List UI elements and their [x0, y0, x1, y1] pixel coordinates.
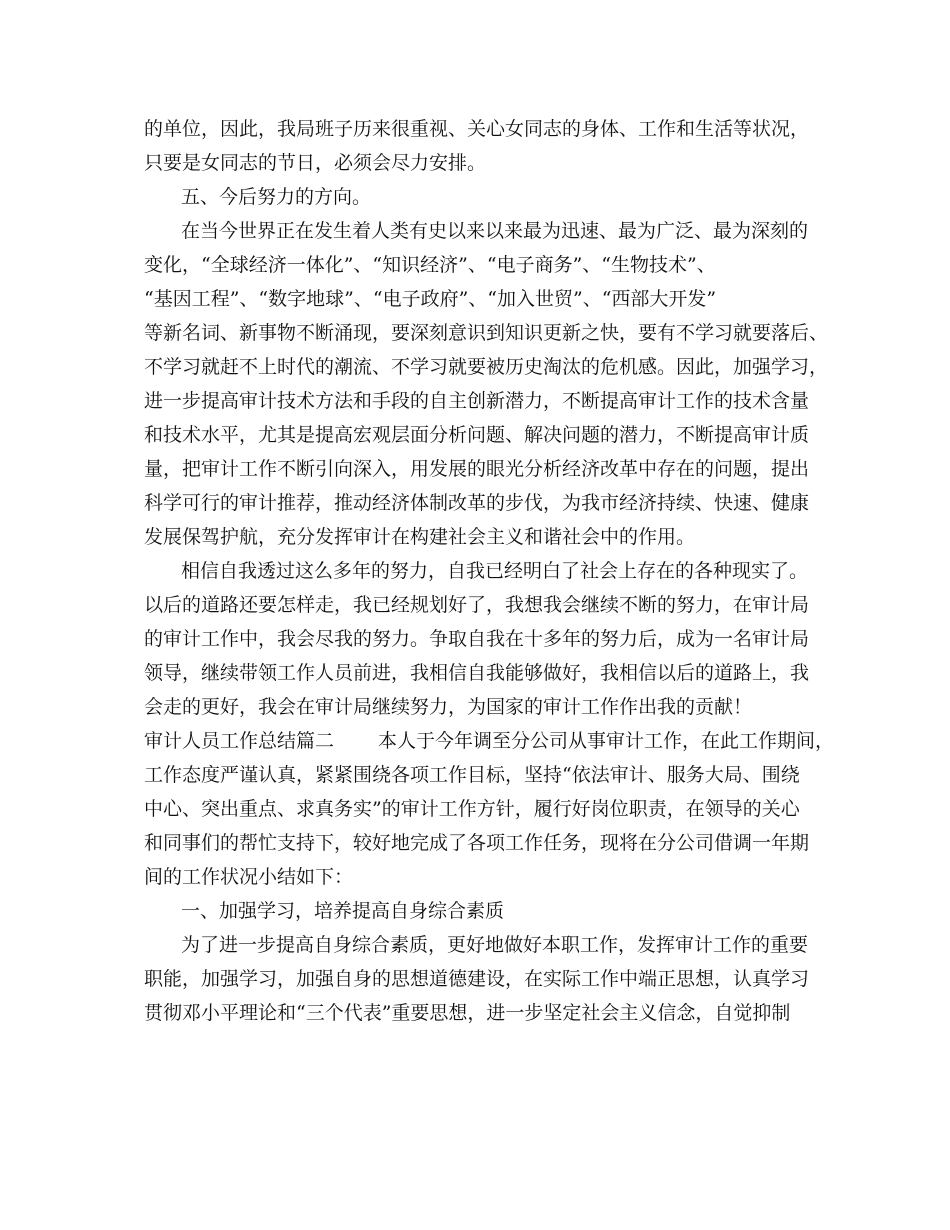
text-line: 和同事们的帮忙支持下，较好地完成了各项工作任务，现将在分公司借调一年期 [144, 832, 810, 854]
text-line: 量，把审计工作不断引向深入，用发展的眼光分析经济改革中存在的问题，提出 [144, 458, 810, 480]
text-line: 发展保驾护航，充分发挥审计在构建社会主义和谐社会中的作用。 [144, 526, 696, 548]
text-line: 科学可行的审计推荐，推动经济体制改革的步伐，为我市经济持续、快速、健康 [144, 492, 810, 514]
section-heading: 一、加强学习，培养提高自身综合素质 [181, 900, 505, 922]
section-title-line [144, 724, 835, 758]
text-line: 会走的更好，我会在审计局继续努力，为国家的审计工作作出我的贡献！ [144, 696, 753, 718]
text-line: 等新名词、新事物不断涌现，要深刻意识到知识更新之快，要有不学习就要落后、 [144, 322, 829, 344]
text-line: 领导，继续带领工作人员前进，我相信自我能够做好，我相信以后的道路上，我 [144, 662, 810, 684]
document-body [144, 112, 835, 1030]
text-line: 本人于今年调至分公司从事审计工作，在此工作期间， [378, 730, 835, 752]
text-line: 职能，加强学习，加强自身的思想道德建设，在实际工作中端正思想，认真学习 [144, 968, 810, 990]
text-line: 只要是女同志的节日，必须会尽力安排。 [144, 152, 487, 174]
section-title: 审计人员工作总结篇二 [144, 730, 335, 752]
text-line: 工作态度严谨认真，紧紧围绕各项工作目标，坚持“依法审计、服务大局、围绕 [144, 764, 800, 786]
text-line: 变化，“全球经济一体化”、“知识经济”、“电子商务”、“生物技术”、 [144, 254, 716, 276]
text-line: 贯彻邓小平理论和“三个代表”重要思想，进一步坚定社会主义信念，自觉抑制 [144, 1002, 791, 1024]
text-line: 相信自我透过这么多年的努力，自我已经明白了社会上存在的各种现实了。 [181, 560, 809, 582]
text-line: 不学习就赶不上时代的潮流、不学习就要被历史淘汰的危机感。因此，加强学习， [144, 356, 829, 378]
text-line: 在当今世界正在发生着人类有史以来以来最为迅速、最为广泛、最为深刻的 [181, 220, 809, 242]
text-line: 为了进一步提高自身综合素质，更好地做好本职工作，发挥审计工作的重要 [181, 934, 809, 956]
text-line: 以后的道路还要怎样走，我已经规划好了，我想我会继续不断的努力，在审计局 [144, 594, 810, 616]
text-line: 中心、突出重点、求真务实”的审计工作方针，履行好岗位职责，在领导的关心 [144, 798, 800, 820]
text-line: “基因工程”、“数字地球”、“电子政府”、“加入世贸”、“西部大开发” [144, 288, 717, 310]
text-line: 间的工作状况小结如下： [144, 866, 354, 888]
section-heading: 五、今后努力的方向。 [181, 186, 372, 208]
text-line: 的审计工作中，我会尽我的努力。争取自我在十多年的努力后，成为一名审计局 [144, 628, 810, 650]
text-line: 的单位，因此，我局班子历来很重视、关心女同志的身体、工作和生活等状况， [144, 118, 810, 140]
text-line: 进一步提高审计技术方法和手段的自主创新潜力，不断提高审计工作的技术含量 [144, 390, 810, 412]
text-line: 和技术水平，尤其是提高宏观层面分析问题、解决问题的潜力，不断提高审计质 [144, 424, 810, 446]
